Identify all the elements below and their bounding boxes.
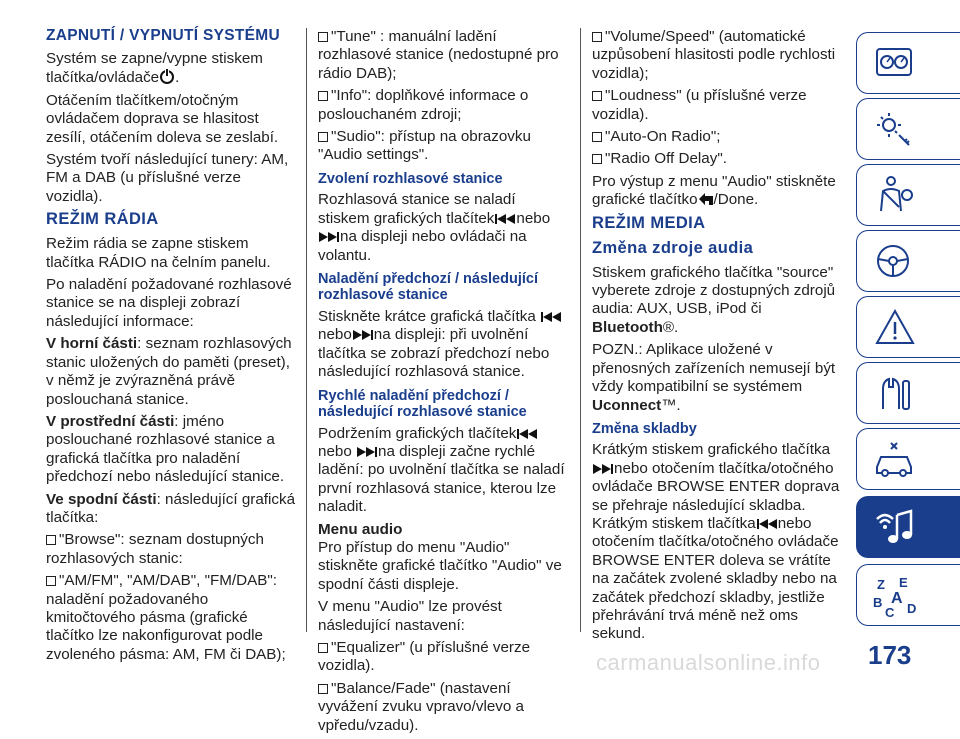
back-arrow-icon bbox=[698, 192, 714, 206]
paragraph: V prostřední části: jméno poslouchané rozhlasové stanice a grafická tlačítka pro naladění předchozí nebo následující stanice. bbox=[46, 412, 285, 486]
page-number: 173 bbox=[868, 640, 912, 670]
checkbox-bullet-icon bbox=[592, 132, 602, 142]
column-3 bbox=[592, 28, 844, 648]
power-icon bbox=[159, 68, 175, 84]
paragraph: Menu audio bbox=[318, 520, 403, 538]
checkbox-bullet-icon bbox=[318, 643, 328, 653]
tab-lights[interactable] bbox=[856, 98, 960, 160]
warning-triangle-icon bbox=[871, 305, 919, 349]
next-icon bbox=[356, 446, 378, 458]
tab-dashboard[interactable] bbox=[856, 32, 960, 94]
paragraph: Režim rádia se zapne stiskem tlačítka RÁDIO na čelním panelu. bbox=[46, 235, 271, 271]
heading-preset-tune: Naladění předchozí / následující rozhlasové stanice bbox=[318, 270, 538, 304]
list-item: "Volume/Speed" (automatické uzpůsobení hlasitosti podle rychlosti vozidla); bbox=[592, 28, 836, 82]
heading-fast-tune: Rychlé naladění předchozí / následující rozhlasové stanice bbox=[318, 387, 527, 421]
paragraph: Pro přístup do menu "Audio" stiskněte grafické tlačítko "Audio" ve spodní části displeje. bbox=[318, 539, 562, 593]
next-icon bbox=[318, 231, 340, 243]
list-item: "Tune" : manuální ladění rozhlasové stanice (nedostupné pro rádio DAB); bbox=[318, 28, 559, 82]
tab-safety[interactable] bbox=[856, 164, 960, 226]
heading-station-select: Zvolení rozhlasové stanice bbox=[318, 170, 503, 187]
checkbox-bullet-icon bbox=[592, 154, 602, 164]
checkbox-bullet-icon bbox=[318, 91, 328, 101]
paragraph: Ve spodní části: následující grafická tlačítka: bbox=[46, 490, 296, 526]
paragraph: Otáčením tlačítkem/otočným ovládačem doprava se hlasitost zesílí, otáčením doleva se zeslabí. bbox=[46, 91, 279, 146]
next-icon bbox=[352, 329, 374, 341]
previous-icon bbox=[516, 428, 538, 440]
checkbox-bullet-icon bbox=[318, 32, 328, 42]
paragraph: Systém se zapne/vypne stiskem tlačítka/ovládače . bbox=[46, 50, 263, 87]
paragraph: V menu "Audio" lze provést následující nastavení: bbox=[318, 598, 502, 634]
paragraph: V horní části: seznam rozhlasových stanic uložených do paměti (preset), v němž je zvýrazněná právě poslouchaná stanice. bbox=[46, 335, 292, 408]
list-item: "Browse": seznam dostupných rozhlasových stanic: bbox=[46, 531, 264, 567]
tab-starting-driving[interactable] bbox=[856, 230, 960, 292]
list-item: "Equalizer" (u příslušné verze vozidla). bbox=[318, 639, 531, 675]
paragraph: Podržením grafických tlačíteknebo na displeji začne rychlé ladění: po uvolnění tlačítka se naladí první rozhlasová stanice, kterou lze naladit. bbox=[318, 424, 565, 516]
heading-radio-mode: REŽIM RÁDIA bbox=[46, 210, 159, 229]
heading-on-off: ZAPNUTÍ / VYPNUTÍ SYSTÉMU bbox=[46, 27, 280, 44]
tab-emergency[interactable] bbox=[856, 362, 960, 424]
checkbox-bullet-icon bbox=[46, 576, 56, 586]
paragraph: Pro výstup z menu "Audio" stiskněte grafické tlačítko /Done. bbox=[592, 172, 836, 209]
column-1 bbox=[46, 28, 296, 668]
svg-text:C: C bbox=[885, 605, 895, 617]
dashboard-icon bbox=[871, 41, 919, 85]
previous-icon bbox=[540, 311, 562, 323]
list-item: "Radio Off Delay". bbox=[592, 150, 844, 168]
svg-text:A: A bbox=[891, 590, 903, 607]
list-item: "Loudness" (u příslušné verze vozidla). bbox=[592, 87, 807, 123]
heading-media-mode: REŽIM MEDIA bbox=[592, 213, 706, 232]
column-2 bbox=[318, 28, 568, 739]
column-divider bbox=[580, 28, 581, 632]
paragraph: Krátkým stiskem grafického tlačítka nebo otočením tlačítka/otočného ovládače BROWSE ENTER doprava se přehraje následující skladba. Krátkým stiskem tlačítka nebo otočením tlačítka/otočného ovládače BROWSE ENTER doleva se vrátíte na začátek zvolené skladby nebo na začátek předchozí skladby, jestliže přehrávání trvá méně než oms sekund. bbox=[592, 441, 840, 643]
paragraph: POZN.: Aplikace uložené v přenosných zařízeních nemusejí být vždy kompatibilní se systémem Uconnect™. bbox=[592, 341, 836, 414]
list-item: "Sudio": přístup na obrazovku "Audio settings". bbox=[318, 128, 531, 164]
checkbox-bullet-icon bbox=[318, 684, 328, 694]
paragraph: Po naladění požadované rozhlasové stanice se na displeji zobrazí následující informace: bbox=[46, 276, 292, 330]
checkbox-bullet-icon bbox=[592, 91, 602, 101]
multimedia-icon bbox=[871, 505, 919, 549]
column-divider bbox=[306, 28, 307, 632]
tab-warning-lights[interactable] bbox=[856, 296, 960, 358]
alphabet-index-icon bbox=[871, 573, 919, 617]
watermark: carmanualsonline.info bbox=[596, 650, 821, 675]
tab-multimedia[interactable] bbox=[856, 496, 960, 558]
next-icon bbox=[592, 463, 614, 475]
paragraph: Stiskem grafického tlačítka "source" vyberete zdroje z dostupných zdrojů audia: AUX, USB, iPod či Bluetooth®. bbox=[592, 263, 836, 336]
tab-maintenance[interactable] bbox=[856, 428, 960, 490]
paragraph: Rozhlasová stanice se naladí stiskem grafických tlačítek nebona displeji nebo ovládači na volantu. bbox=[318, 191, 551, 264]
svg-text:E: E bbox=[899, 575, 908, 590]
tab-index[interactable] bbox=[856, 564, 960, 626]
heading-change-track: Změna skladby bbox=[592, 420, 697, 437]
list-item: "Info": doplňkové informace o poslouchaném zdroji; bbox=[318, 87, 529, 123]
lights-key-icon bbox=[871, 107, 919, 151]
checkbox-bullet-icon bbox=[318, 132, 328, 142]
list-item: "AM/FM", "AM/DAB", "FM/DAB": naladění požadovaného kmitočtového pásma (grafické tlačítko lze nakonfigurovat podle zvoleného pásma: AM, FM či DAB); bbox=[46, 572, 286, 663]
paragraph: Systém tvoří následující tunery: AM, FM a DAB (u příslušné verze vozidla). bbox=[46, 151, 289, 205]
list-item: "Auto-On Radio"; bbox=[592, 128, 844, 146]
list-item: "Balance/Fade" (nastavení vyvážení zvuku vpravo/vlevo a vpředu/vzadu). bbox=[318, 679, 524, 734]
previous-icon bbox=[494, 213, 516, 225]
paragraph: Stiskněte krátce grafická tlačítka nebo na displeji: při uvolnění tlačítka se zobrazí předchozí nebo následující rozhlasová stanice. bbox=[318, 308, 568, 382]
tools-icon bbox=[871, 371, 919, 415]
checkbox-bullet-icon bbox=[592, 32, 602, 42]
heading-change-source: Změna zdroje audia bbox=[592, 238, 754, 257]
svg-text:Z: Z bbox=[877, 577, 885, 592]
car-service-icon bbox=[871, 437, 919, 481]
steering-wheel-icon bbox=[871, 239, 919, 283]
previous-icon bbox=[756, 518, 778, 530]
seatbelt-icon bbox=[871, 173, 919, 217]
svg-text:D: D bbox=[907, 601, 917, 616]
checkbox-bullet-icon bbox=[46, 535, 56, 545]
svg-text:B: B bbox=[873, 595, 883, 610]
